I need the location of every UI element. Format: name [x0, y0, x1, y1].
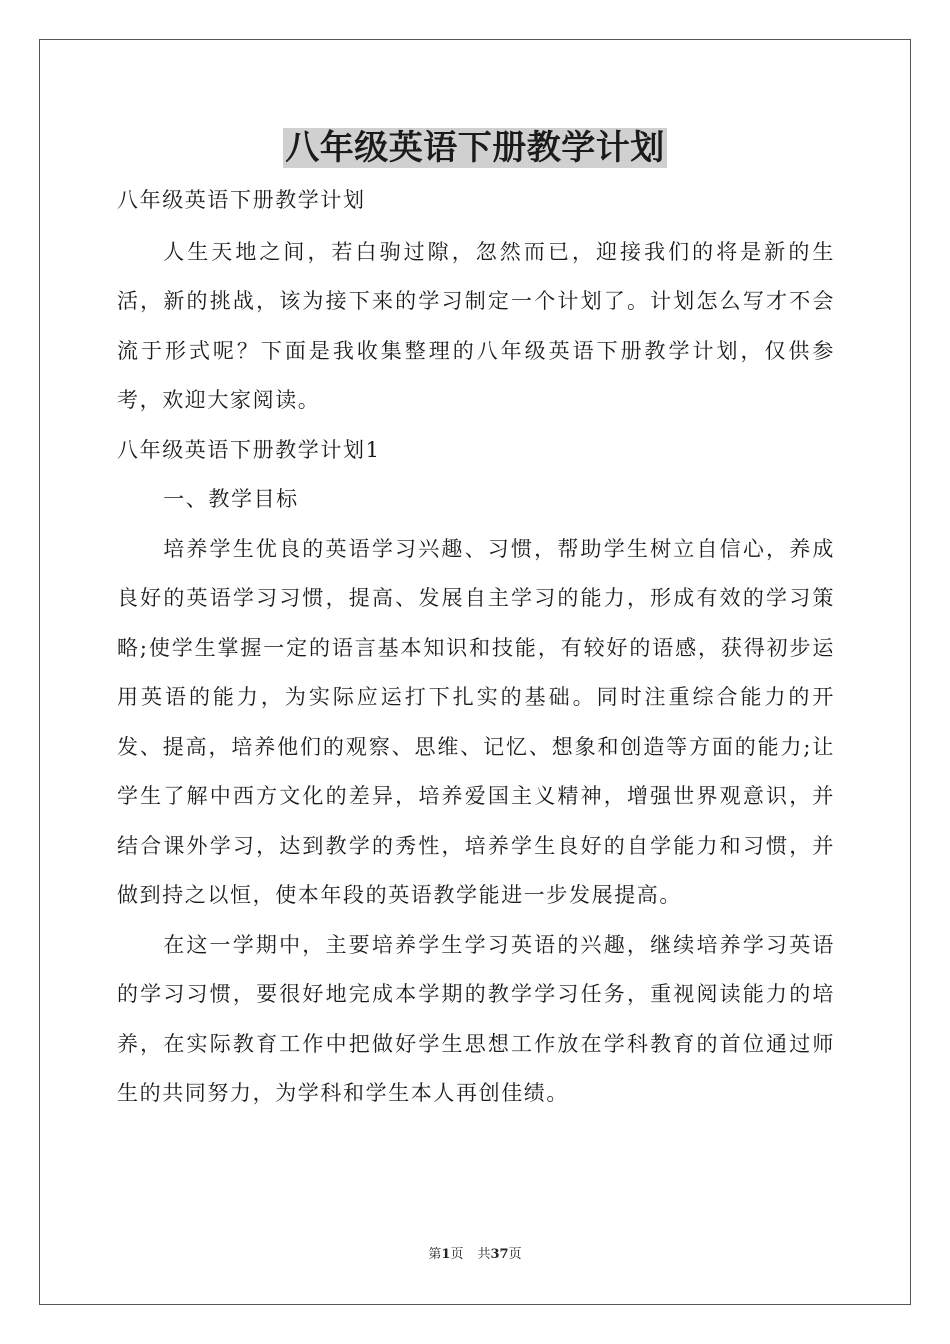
- document-title-text: 八年级英语下册教学计划: [285, 128, 665, 168]
- total-prefix: 共: [477, 1247, 491, 1262]
- page-suffix: 页: [450, 1247, 464, 1262]
- body-paragraph-2: 在这一学期中，主要培养学生学习英语的兴趣，继续培养学习英语的学习习惯，要很好地完成本学期的教学学习任务，重视阅读能力的培养，在实际教育工作中把做好学生思想工作放在学科教育的首位通过师生的共同努力，为学科和学生本人再创佳绩。: [117, 932, 835, 1105]
- section-heading: 一、教学目标: [163, 487, 299, 511]
- total-suffix: 页: [508, 1247, 522, 1262]
- page-footer: [0, 1246, 950, 1264]
- section-title: 八年级英语下册教学计划1: [117, 437, 381, 462]
- body-paragraph-1: 培养学生优良的英语学习兴趣、习惯，帮助学生树立自信心，养成良好的英语学习习惯，提高、发展自主学习的能力，形成有效的学习策略;使学生掌握一定的语言基本知识和技能，有较好的语感，获得初步运用英语的能力，为实际应运打下扎实的基础。同时注重综合能力的开发、提高，培养他们的观察、思维、记忆、想象和创造等方面的能力;让学生了解中西方文化的差异，培养爱国主义精神，增强世界观意识，并结合课外学习，达到教学的秀性，培养学生良好的自学能力和习惯，并做到持之以恒，使本年段的英语教学能进一步发展提高。: [117, 536, 835, 907]
- total-page-count: 37: [490, 1247, 509, 1262]
- document-body: [117, 176, 835, 1119]
- current-page-number: 1: [441, 1247, 451, 1262]
- page-prefix: 第: [428, 1247, 442, 1262]
- document-subtitle: 八年级英语下册教学计划: [117, 188, 366, 212]
- intro-paragraph: 人生天地之间，若白驹过隙，忽然而已，迎接我们的将是新的生活，新的挑战，该为接下来的学习制定一个计划了。计划怎么写才不会流于形式呢？下面是我收集整理的八年级英语下册教学计划，仅供参考，欢迎大家阅读。: [117, 239, 835, 412]
- document-title: [0, 126, 950, 170]
